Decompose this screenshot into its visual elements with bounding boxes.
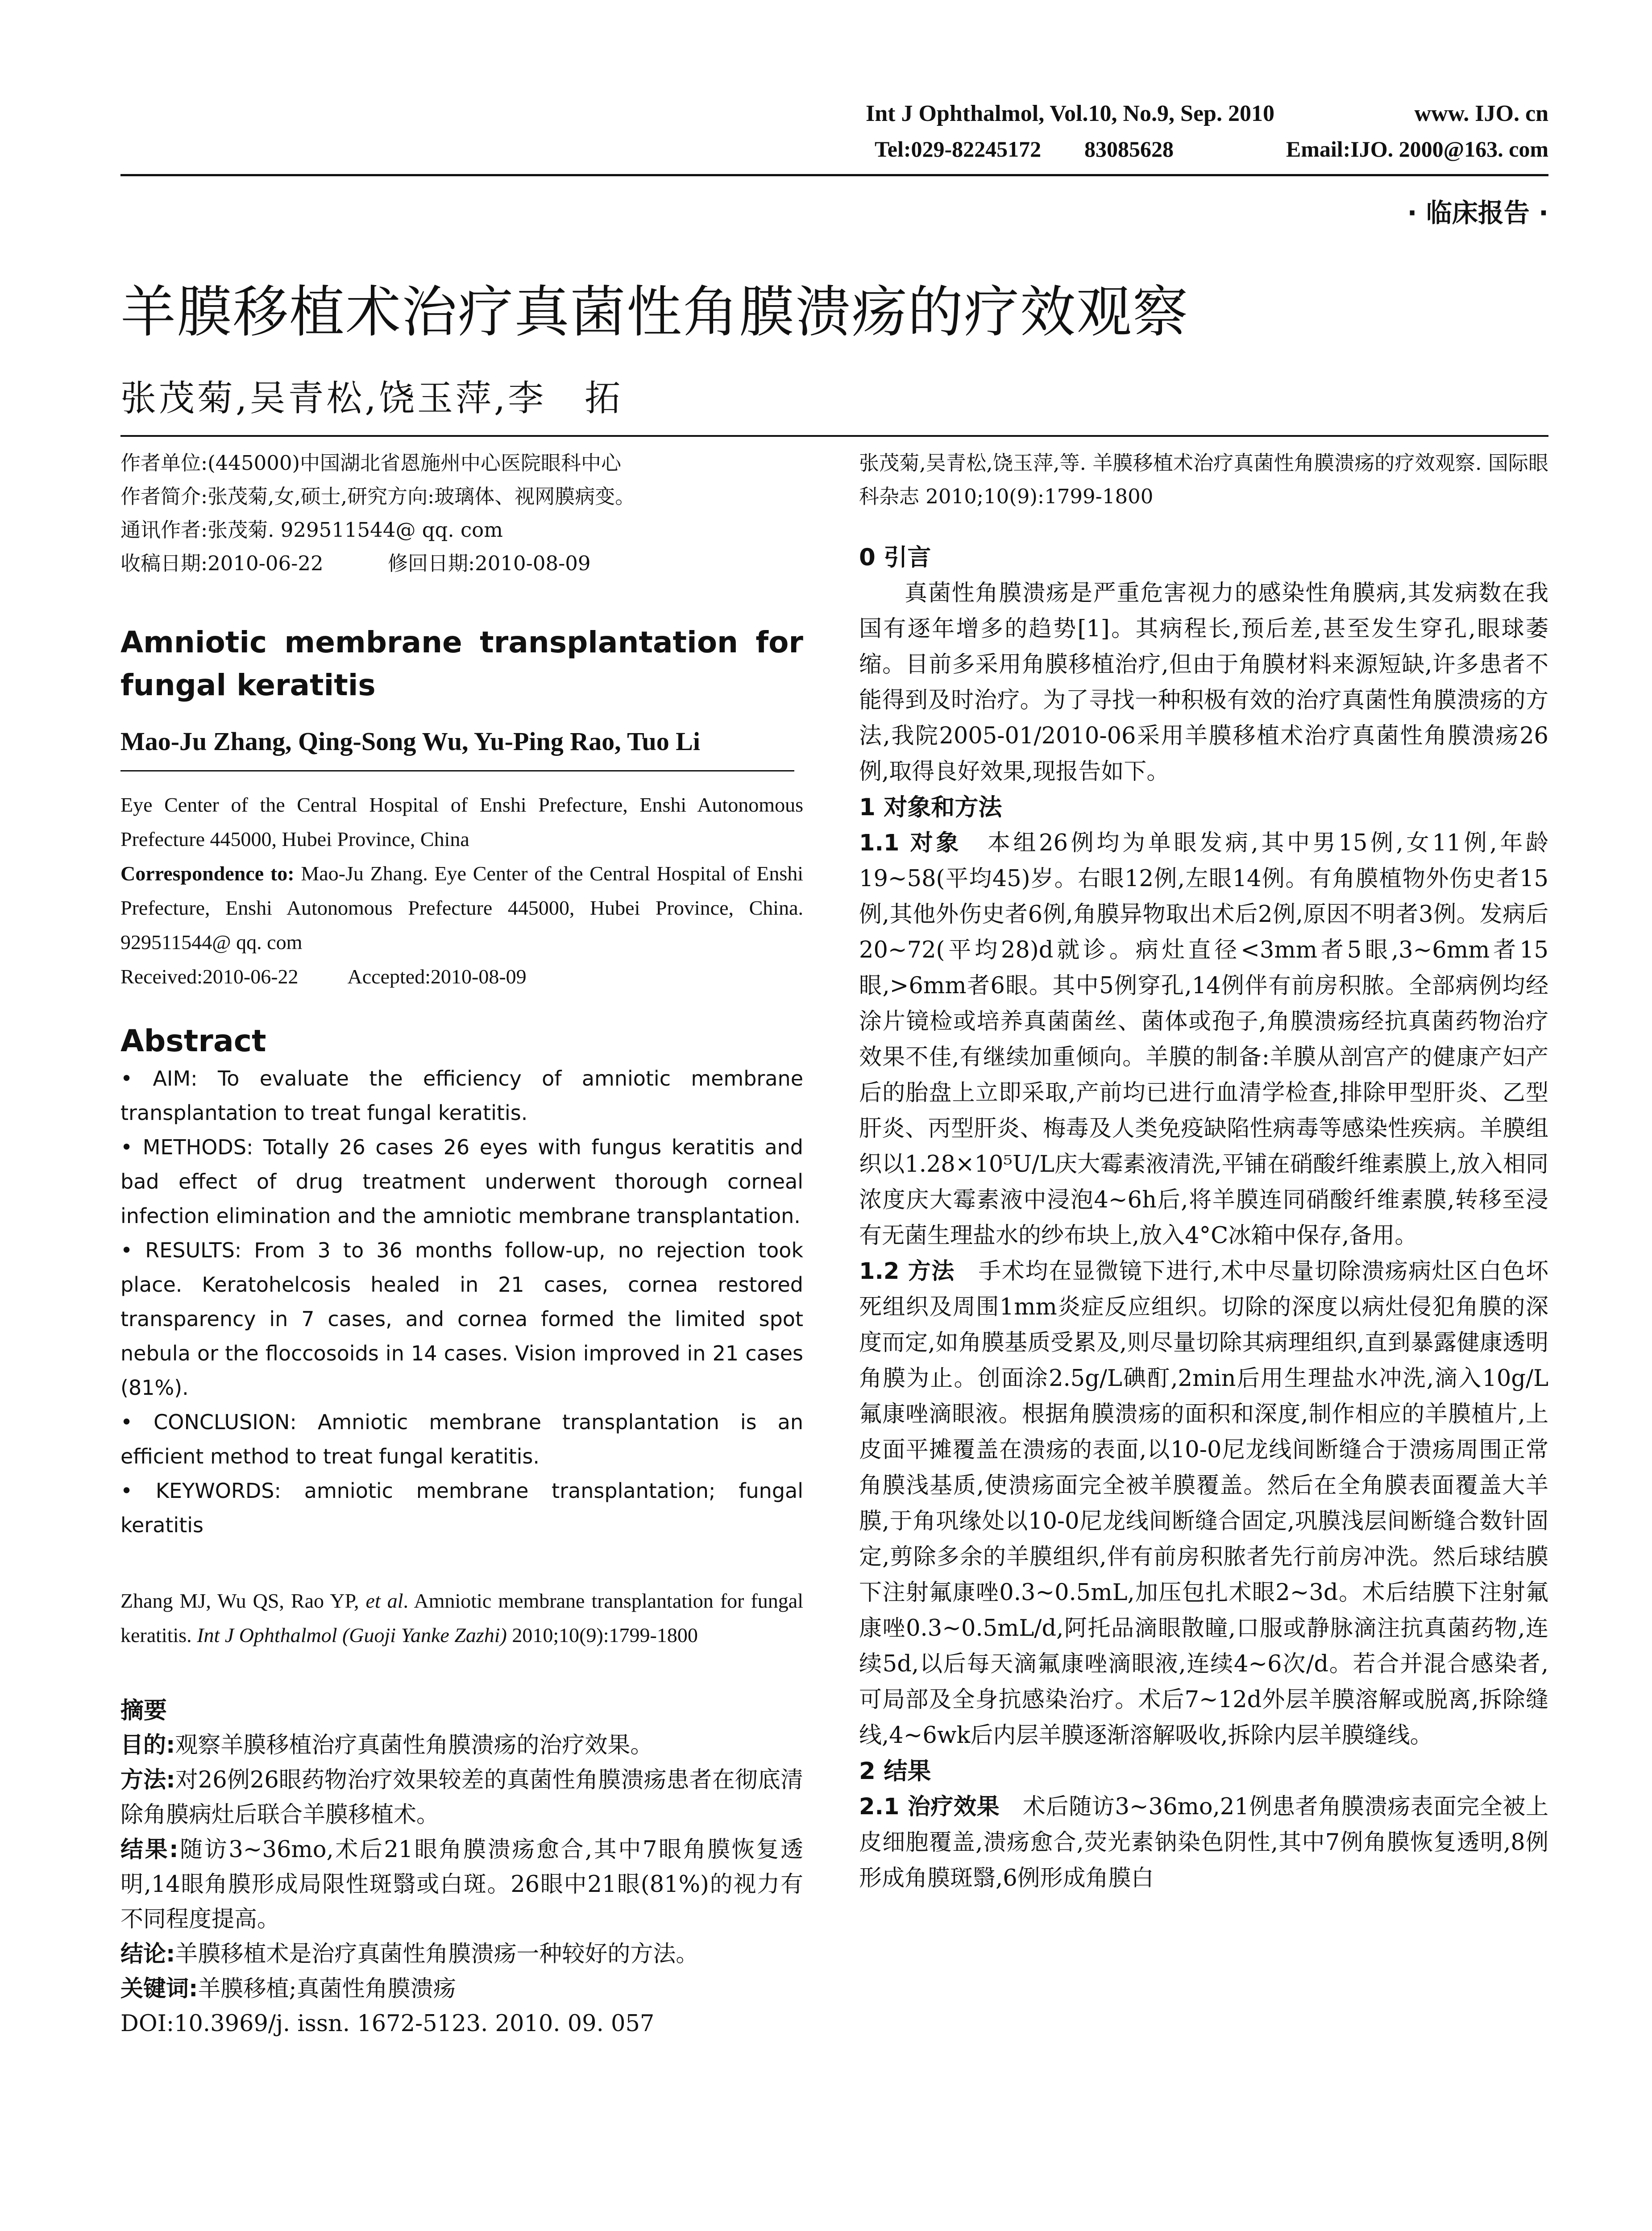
zhaiyao-objective (120, 1728, 803, 1763)
article-body (859, 540, 1548, 1896)
received-date-en: Received:2010-06-22 (120, 965, 299, 988)
method-paragraph (859, 1254, 1548, 1754)
authors-divider (120, 770, 794, 771)
subjects-text: 本组26例均为单眼发病,其中男15例,女11例,年龄19~58(平均45)岁。右眼12例,左眼14例。有角膜植物外伤史者15例,其他外伤史者6例,角膜异物取出术后2例,原因不明者3例。发病后20~72(平均28)d就诊。病灶直径<3mm者5眼,3~6mm者15眼,>6mm者6眼。其中5例穿孔,14例伴有前房积脓。全部病例均经涂片镜检或培养真菌菌丝、菌体或孢子,角膜溃疡经抗真菌药物治疗效果不佳,有继续加重倾向。羊膜的制备:羊膜从剖宫产的健康产妇产后的胎盘上立即采取,产前均已进行血清学检查,排除甲型肝炎、乙型肝炎、丙型肝炎、梅毒及人类免疫缺陷性病毒等感染性疾病。羊膜组织以1.28×10⁵U/L庆大霉素液清洗,平铺在硝酸纤维素膜上,放入相同浓度庆大霉素液中浸泡4~6h后,将羊膜连同硝酸纤维素膜,转移至浸有无菌生理盐水的纱布块上,放入4°C冰箱中保存,备用。 (859, 830, 1548, 1249)
authors-en: Mao-Ju Zhang, Qing-Song Wu, Yu-Ping Rao, Tuo Li (120, 727, 701, 756)
correspondence-label: Correspondence to: (120, 862, 295, 885)
subjects-heading: 1.1 对象 (859, 830, 962, 856)
citation-journal: Int J Ophthalmol (Guoji Yanke Zazhi) (197, 1624, 507, 1646)
affiliation-unit: 作者单位:(445000)中国湖北省恩施州中心医院眼科中心 (120, 451, 622, 475)
zhaiyao-methods (120, 1763, 803, 1833)
abstract-keywords: • KEYWORDS: amniotic membrane transplantation; fungal keratitis (120, 1479, 803, 1537)
effect-heading: 2.1 治疗效果 (859, 1794, 1000, 1820)
citation-en (120, 1584, 803, 1652)
received-date-cn: 收稿日期:2010-06-22 (120, 552, 324, 575)
affiliation-address: Eye Center of the Central Hospital of Enshi Prefecture, Enshi Autonomous Prefecture 445000, Hubei Province, China (120, 793, 803, 850)
right-column (859, 446, 1548, 1896)
zhaiyao-results (120, 1833, 803, 1937)
citation-title: . Amniotic membrane transplantation for fungal keratitis. (120, 1589, 803, 1646)
zhaiyao-label: 关键词: (120, 1976, 198, 2002)
accepted-date-en: Accepted:2010-08-09 (347, 965, 527, 988)
journal-contact (875, 136, 1548, 167)
dates-en (120, 959, 803, 994)
method-heading: 1.2 方法 (859, 1258, 955, 1285)
article-title-cn: 羊膜移植术治疗真菌性角膜溃疡的疗效观察 (120, 280, 1189, 344)
correspondence-text: Mao-Ju Zhang. Eye Center of the Central Hospital of Enshi Prefecture, Enshi Autonomous Prefecture 445000, Hubei Province, China. 929511544@ qq. com (120, 862, 804, 954)
zhaiyao-body (120, 1728, 803, 2041)
zhaiyao-text: 随访3~36mo,术后21眼角膜溃疡愈合,其中7眼角膜恢复透明,14眼角膜形成局限性斑翳或白斑。26眼中21眼(81%)的视力有不同程度提高。 (120, 1837, 803, 1932)
method-text: 手术均在显微镜下进行,术中尽量切除溃疡病灶区白色坏死组织及周围1mm炎症反应组织。切除的深度以病灶侵犯角膜的深度而定,如角膜基质受累及,则尽量切除其病理组织,直到暴露健康透明角膜为止。创面涂2.5g/L碘酊,2min后用生理盐水冲洗,滴入10g/L氟康唑滴眼液。根据角膜溃疡的面积和深度,制作相应的羊膜植片,上皮面平摊覆盖在溃疡的表面,以10-0尼龙线间断缝合于溃疡周围正常角膜浅基质,使溃疡面完全被羊膜覆盖。然后在全角膜表面覆盖大羊膜,于角巩缘处以10-0尼龙线间断缝合固定,巩膜浅层间断缝合数针固定,剪除多余的羊膜组织,伴有前房积脓者先行前房冲洗。然后球结膜下注射氟康唑0.3~0.5mL,加压包扎术眼2~3d。术后结膜下注射氟康唑0.3~0.5mL/d,阿托品滴眼散瞳,口服或静脉滴注抗真菌药物,连续5d,以后每天滴氟康唑滴眼液,连续4~6次/d。若合并混合感染者,可局部及全身抗感染治疗。术后7~12d外层羊膜溶解或脱离,拆除缝线,4~6wk后内层羊膜逐渐溶解吸收,拆除内层羊膜缝线。 (859, 1258, 1548, 1749)
author-bio: 作者简介:张茂菊,女,硕士,研究方向:玻璃体、视网膜病变。 (120, 485, 635, 508)
article-title-en: Amniotic membrane transplantation for fungal keratitis (120, 625, 803, 702)
zhaiyao-conclusion (120, 1937, 803, 1972)
zhaiyao-text: 对26例26眼药物治疗效果较差的真菌性角膜溃疡患者在彻底清除角膜病灶后联合羊膜移植术。 (120, 1767, 803, 1828)
abstract-conclusion: • CONCLUSION: Amniotic membrane transplantation is an efficient method to treat fungal keratitis. (120, 1410, 803, 1468)
zhaiyao-label: 方法: (120, 1767, 175, 1793)
header-divider (120, 174, 1548, 176)
journal-tel: Tel:029-82245172 (875, 137, 1042, 162)
effect-paragraph (859, 1789, 1548, 1896)
abstract-methods: • METHODS: Totally 26 cases 26 eyes with fungus keratitis and bad effect of drug treatment underwent thorough corneal infection elimination and the amniotic membrane transplantation. (120, 1135, 803, 1228)
section-label: · 临床报告 · (1407, 198, 1548, 228)
citation-volume: 2010;10(9):1799-1800 (506, 1624, 698, 1646)
zhaiyao-label: 结论: (120, 1941, 175, 1967)
zhaiyao-text: 观察羊膜移植治疗真菌性角膜溃疡的治疗效果。 (175, 1732, 653, 1758)
zhaiyao-heading: 摘要 (120, 1697, 167, 1724)
abstract-aim: • AIM: To evaluate the efficiency of amniotic membrane transplantation to treat fungal keratitis. (120, 1066, 803, 1125)
affiliation-en (120, 788, 803, 994)
journal-citation: Int J Ophthalmol, Vol.10, No.9, Sep. 2010 (866, 101, 1274, 126)
dates-cn (120, 547, 803, 580)
corresponding-author: 通讯作者:张茂菊. 929511544@ qq. com (120, 518, 503, 542)
abstract-heading: Abstract (120, 1024, 266, 1059)
abstract-body (120, 1062, 803, 1543)
abstract-results: • RESULTS: From 3 to 36 months follow-up, no rejection took place. Keratohelcosis healed in 21 cases, cornea restored transparency in 7 cases, and cornea formed the limited spot nebula or the floccosoids in 14 cases. Vision improved in 21 cases (81%). (120, 1238, 803, 1400)
citation-etal: et al (365, 1589, 403, 1612)
left-column (120, 446, 803, 2041)
revised-date-cn: 修回日期:2010-08-09 (387, 552, 591, 575)
subjects-paragraph (859, 825, 1548, 1254)
journal-fax: 83085628 (1084, 137, 1174, 162)
title-divider (120, 435, 1548, 437)
doi: DOI:10.3969/j. issn. 1672-5123. 2010. 09. 057 (120, 2011, 655, 2037)
citation-authors: Zhang MJ, Wu QS, Rao YP, (120, 1589, 366, 1612)
affiliation-cn (120, 446, 803, 580)
authors-cn: 张茂菊,吴青松,饶玉萍,李 拓 (120, 377, 623, 419)
journal-email: Email:IJO. 2000@163. com (1286, 137, 1548, 162)
correspondence (120, 856, 803, 959)
results-heading: 2 结果 (859, 1758, 931, 1785)
methods-heading: 1 对象和方法 (859, 794, 1002, 821)
zhaiyao-keywords (120, 1972, 803, 2007)
effect-text: 术后随访3~36mo,21例患者角膜溃疡表面完全被上皮细胞覆盖,溃疡愈合,荧光素钠染色阴性,其中7例角膜恢复透明,8例形成角膜斑翳,6例形成角膜白 (859, 1794, 1548, 1891)
zhaiyao-label: 目的: (120, 1732, 175, 1758)
journal-website: www. IJO. cn (1414, 101, 1548, 126)
intro-heading: 0 引言 (859, 544, 931, 571)
zhaiyao-text: 羊膜移植;真菌性角膜溃疡 (198, 1976, 456, 2002)
intro-paragraph: 真菌性角膜溃疡是严重危害视力的感染性角膜病,其发病数在我国有逐年增多的趋势[1]。其病程长,预后差,甚至发生穿孔,眼球萎缩。目前多采用角膜移植治疗,但由于角膜材料来源短缺,许多患者不能得到及时治疗。为了寻找一种积极有效的治疗真菌性角膜溃疡的方法,我院2005-01/2010-06采用羊膜移植术治疗真菌性角膜溃疡26例,取得良好效果,现报告如下。 (859, 580, 1548, 785)
journal-header (866, 100, 1548, 132)
citation-cn: 张茂菊,吴青松,饶玉萍,等. 羊膜移植术治疗真菌性角膜溃疡的疗效观察. 国际眼科杂志 2010;10(9):1799-1800 (859, 451, 1548, 508)
zhaiyao-label: 结果: (120, 1837, 178, 1863)
zhaiyao-text: 羊膜移植术是治疗真菌性角膜溃疡一种较好的方法。 (175, 1941, 699, 1967)
